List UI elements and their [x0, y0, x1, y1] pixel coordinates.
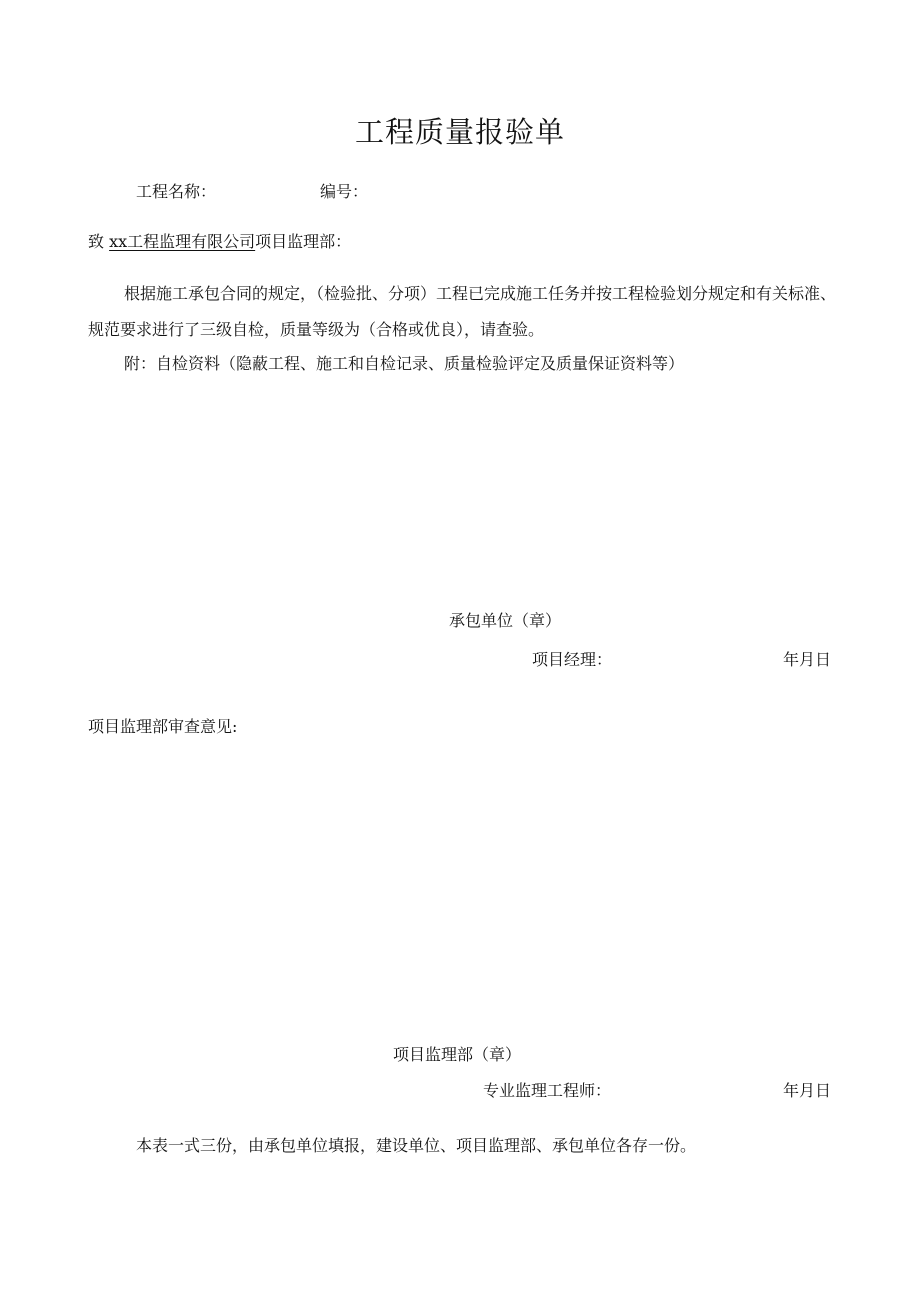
supervisor-seal-label: 项目监理部（章） [393, 1045, 522, 1064]
footer-note: 本表一式三份，由承包单位填报，建设单位、项目监理部、承包单位各存一份。 [136, 1136, 697, 1155]
project-name-label: 工程名称： [136, 182, 217, 201]
addressee-line [88, 232, 351, 252]
project-manager-label: 项目经理： [532, 650, 613, 669]
attachment-line: 附：自检资料（隐蔽工程、施工和自检记录、质量检验评定及质量保证资料等） [124, 354, 685, 373]
contractor-seal-label: 承包单位（章） [449, 611, 562, 630]
contractor-date-label: 年月日 [783, 650, 832, 669]
document-title: 工程质量报验单 [354, 115, 565, 149]
body-paragraph: 根据施工承包合同的规定，（检验批、分项）工程已完成施工任务并按工程检验划分规定和有关标准、规范要求进行了三级自检，质量等级为（合格或优良），请查验。 [88, 284, 837, 339]
addressee-company: xx工程监理有限公司 [109, 232, 256, 251]
supervisor-date-label: 年月日 [783, 1081, 832, 1100]
supervising-engineer-label: 专业监理工程师： [483, 1081, 612, 1100]
addressee-prefix: 致 [88, 232, 110, 251]
addressee-suffix: 项目监理部： [255, 232, 352, 251]
review-opinion-label: 项目监理部审查意见: [88, 717, 238, 736]
number-label: 编号： [320, 182, 369, 201]
